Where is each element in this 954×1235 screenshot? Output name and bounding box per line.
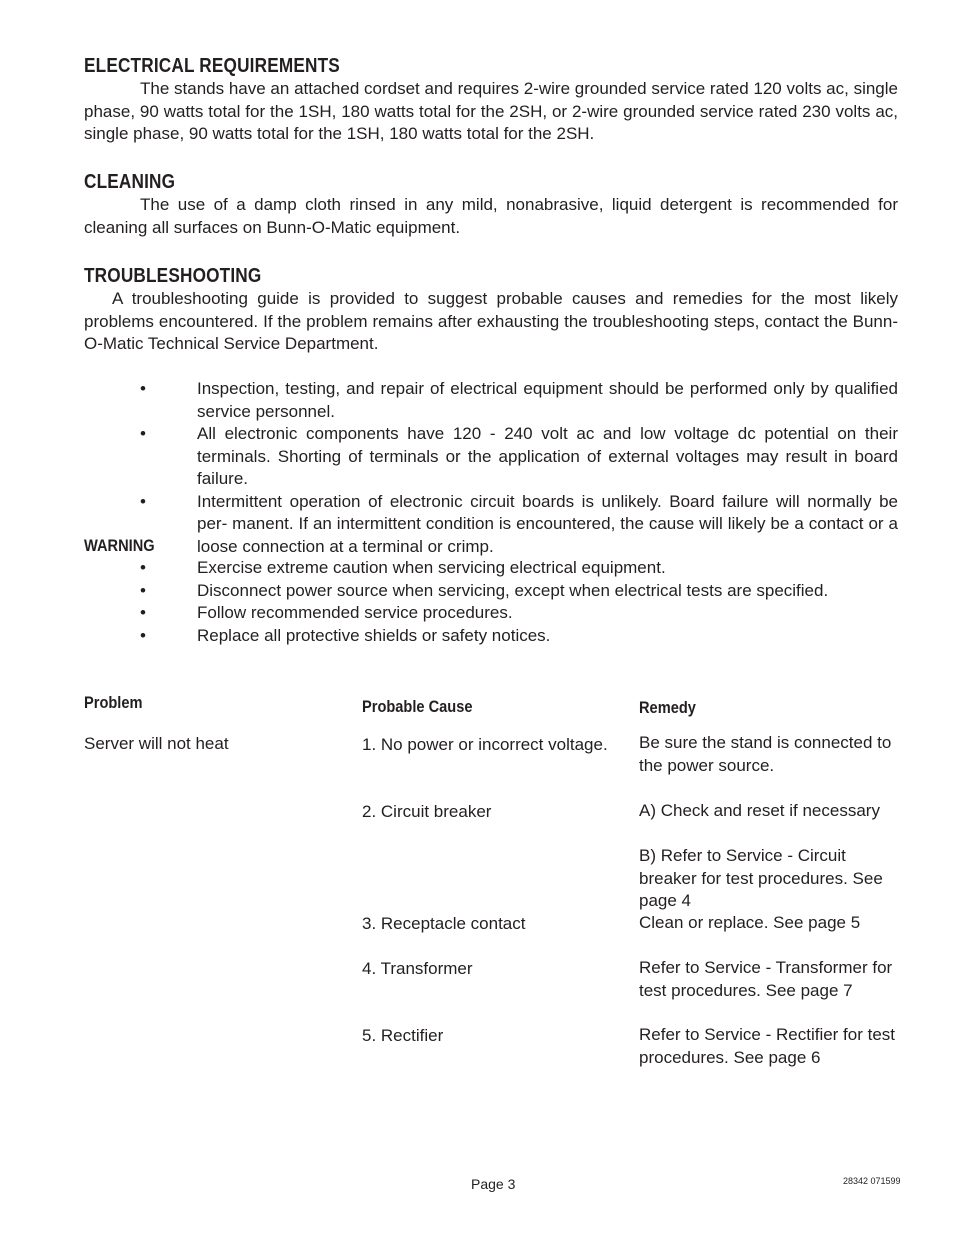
remedy-cell: Clean or replace. See page 5	[639, 913, 861, 932]
bullet-icon: •	[140, 580, 146, 600]
bullet-icon: •	[140, 379, 146, 398]
bullet-icon: •	[140, 424, 146, 443]
bullet-icon: •	[140, 625, 146, 645]
cause-cell: 1. No power or incorrect voltage.	[362, 735, 608, 754]
cleaning-body: The use of a damp cloth rinsed in any mild, nonabrasive, liquid detergent is recommended for cleaning all surfaces on Bunn-O-Matic equipment.	[84, 195, 898, 237]
cause-cell: 3. Receptacle contact	[362, 914, 526, 933]
bullet-icon: •	[140, 603, 146, 622]
remedy-cell: A) Check and reset if necessary	[639, 801, 880, 820]
cleaning-heading: CLEANING	[84, 171, 176, 193]
list-item: • Disconnect power source when servicing, except when electrical tests are specified.	[84, 580, 898, 603]
electrical-heading: ELECTRICAL REQUIREMENTS	[84, 55, 340, 77]
bullet-icon: •	[140, 558, 146, 577]
electrical-body: The stands have an attached cordset and requires 2-wire grounded service rated 120 volts ac, single phase, 90 watts total for the 1SH, 180 watts total for the 2SH, or 2-wire grounded service rated 230 volts ac, single phase, 90 watts total for the 1SH, 180 watts total for the 2SH.	[84, 79, 898, 143]
list-item: • Exercise extreme caution when servicing electrical equipment.	[84, 557, 898, 580]
list-item: • All electronic components have 120 - 240 volt ac and low voltage dc potential on their terminals. Shorting of terminals or the application of external voltages may result in board failure.	[140, 424, 898, 488]
remedy-cell: Be sure the stand is connected to the power source.	[639, 733, 892, 775]
warning-label: WARNING	[84, 536, 155, 555]
list-item: • Intermittent operation of electronic circuit boards is unlikely. Board failure will normally be per- manent. If an intermittent condition is encountered, the cause will likely be a contact or a loose connection at a terminal or crimp.	[140, 491, 898, 556]
remedy-header: Remedy	[639, 698, 696, 717]
troubleshooting-body: A troubleshooting guide is provided to suggest probable causes and remedies for the most likely problems encountered. If the problem remains after exhausting the troubleshooting steps, contact the Bunn-O-Matic Technical Service Department.	[84, 289, 898, 353]
cause-cell: 5. Rectifier	[362, 1026, 444, 1045]
document-code: 28342 071599	[843, 1176, 901, 1186]
remedy-cell: Refer to Service - Rectifier for test procedures. See page 6	[639, 1025, 896, 1067]
troubleshooting-notes	[84, 378, 898, 558]
list-item: • Inspection, testing, and repair of electrical equipment should be performed only by qualified service personnel.	[140, 379, 898, 421]
cause-cell: 4. Transformer	[362, 959, 473, 978]
cause-cell: 2. Circuit breaker	[362, 802, 492, 821]
cause-header: Probable Cause	[362, 697, 473, 716]
warning-list	[84, 557, 898, 647]
page-number: Page 3	[471, 1176, 516, 1192]
bullet-icon: •	[140, 491, 146, 511]
list-item: • Replace all protective shields or safety notices.	[84, 625, 898, 648]
remedy-cell: Refer to Service - Transformer for test procedures. See page 7	[639, 958, 893, 1000]
problem-header: Problem	[84, 693, 143, 712]
troubleshooting-heading: TROUBLESHOOTING	[84, 265, 262, 287]
remedy-cell: B) Refer to Service - Circuit breaker for test procedures. See page 4	[639, 846, 883, 910]
problem-cell: Server will not heat	[84, 734, 229, 753]
list-item: • Follow recommended service procedures.	[84, 602, 898, 625]
